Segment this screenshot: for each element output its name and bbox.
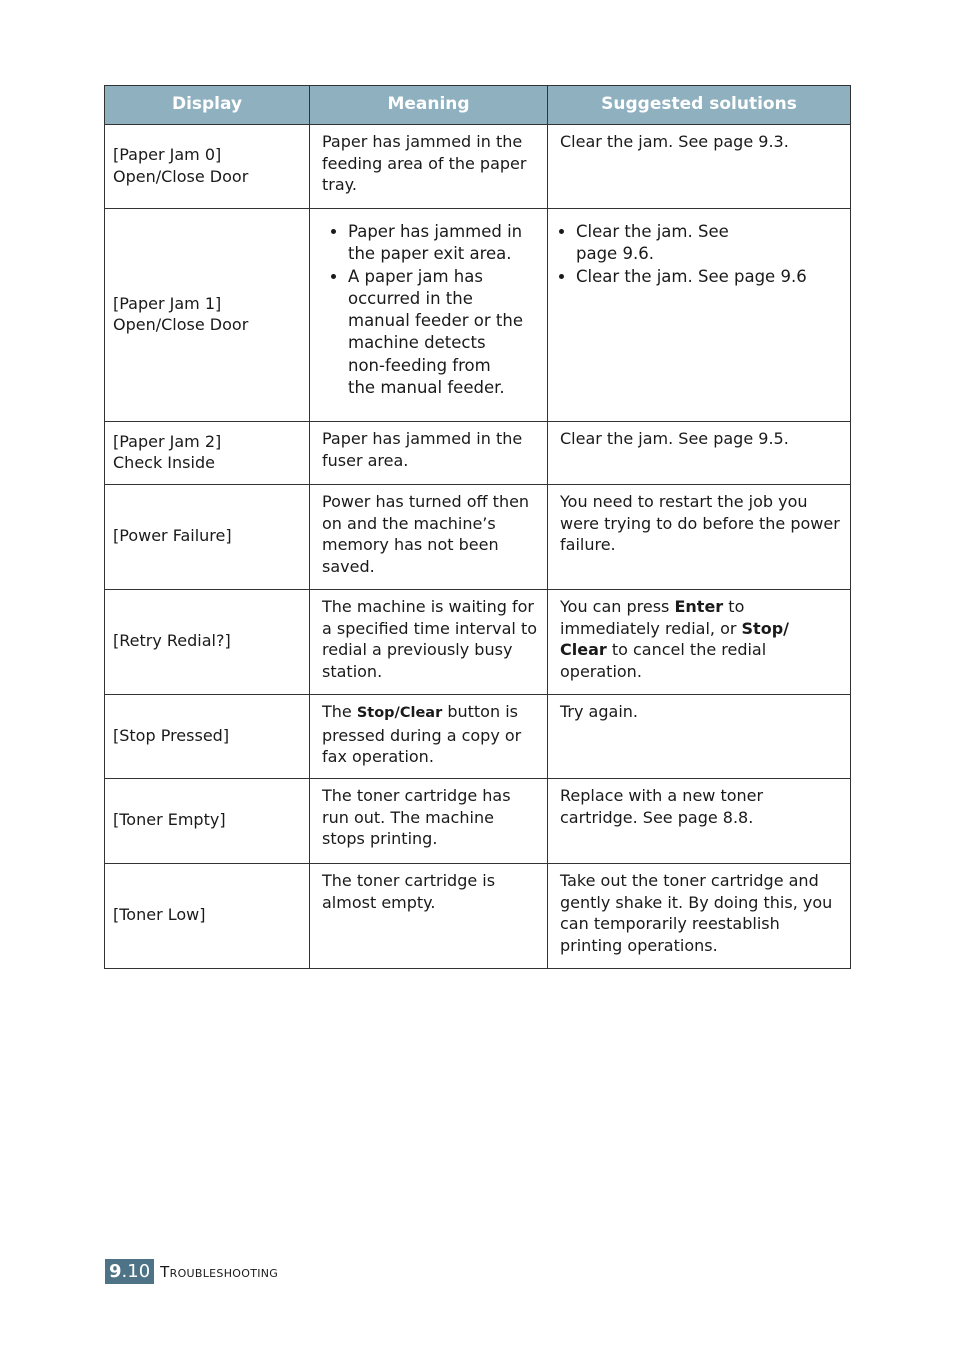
solution-text: • Clear the jam. See page 9.6 [576,266,807,286]
meaning-text: fax operation. [322,747,434,766]
table-row [105,422,851,485]
meaning-text: Paper has jammed in the [322,132,523,151]
solution-text: were trying to do before the power [560,513,840,533]
meaning-text: saved. [322,556,375,576]
meaning-text: tray. [322,175,357,194]
solution-cell [548,422,851,485]
enter-key-label: Enter [674,597,724,616]
solution-line [560,639,842,661]
display-text: [Paper Jam 2] [113,431,222,451]
display-cell [105,779,310,864]
display-cell [105,695,310,779]
meaning-text: The machine is waiting for [322,597,534,616]
solution-text: cartridge. See page 8.8. [560,807,754,827]
meaning-cell [310,125,548,209]
meaning-text: non-feeding from [348,355,491,375]
meaning-text: The toner cartridge has [322,786,511,805]
meaning-text: a specified time interval to [322,618,538,638]
table-row [105,864,851,969]
solution-text: immediately redial, or [560,618,742,638]
meaning-text: machine detects [348,333,486,353]
display-cell [105,864,310,969]
meaning-text: memory has not been [322,535,499,554]
solution-text: to [723,597,745,616]
solution-text: Replace with a new toner [560,786,764,805]
solution-text: printing operations. [560,935,718,955]
solution-cell [548,695,851,779]
meaning-text: Paper has jammed in the [322,429,523,448]
solution-cell [548,590,851,695]
meaning-cell [310,590,548,695]
solution-text: gently shake it. By doing this, you [560,892,833,912]
meaning-text: Power has turned off then [322,492,530,511]
table-row [105,695,851,779]
meaning-cell [310,209,548,422]
error-message-table [104,85,851,969]
solution-text: Clear the jam. See page 9.5. [560,429,789,448]
page-number-badge [105,1259,154,1284]
meaning-text: run out. The machine [322,807,494,827]
display-cell [105,590,310,695]
solution-cell [548,209,851,422]
bullet-item [576,266,842,288]
page-footer [105,1259,278,1284]
meaning-text: stops printing. [322,829,438,848]
chapter-number: 9 [109,1261,122,1282]
display-cell [105,422,310,485]
meaning-text: • Paper has jammed in [348,222,523,241]
clear-key-label: Clear [560,640,607,659]
bullet-item [576,221,842,266]
meaning-cell [310,779,548,864]
meaning-cell [310,695,548,779]
solution-text: operation. [560,661,642,681]
display-text: [Stop Pressed] [113,725,230,745]
solution-text: failure. [560,535,616,554]
stop-key-label: Stop/ [741,618,789,638]
meaning-text: redial a previously busy [322,640,513,659]
page-number: .10 [121,1261,151,1282]
table-row [105,209,851,422]
table-header-row [105,86,851,125]
column-header-display: Display [105,86,310,125]
section-title: troubleshooting [160,1262,279,1281]
table-row [105,590,851,695]
display-text: [Paper Jam 1] [113,293,222,313]
display-text: [Paper Jam 0] [113,145,222,164]
solution-cell [548,485,851,590]
display-text: [Retry Redial?] [113,631,231,651]
table-row [105,125,851,209]
display-cell [105,209,310,422]
display-cell [105,485,310,590]
meaning-text: feeding area of the paper [322,153,527,173]
column-header-meaning: Meaning [310,86,548,125]
meaning-cell [310,485,548,590]
meaning-text: the manual feeder. [348,378,505,398]
bullet-item [348,221,539,266]
meaning-text: fuser area. [322,450,409,470]
bullet-item [348,266,539,400]
meaning-text: occurred in the [348,288,473,308]
meaning-text: station. [322,661,383,681]
meaning-cell [310,864,548,969]
display-cell [105,125,310,209]
meaning-text: button is [442,702,518,721]
meaning-cell [310,422,548,485]
display-text: Check Inside [113,453,215,472]
meaning-text: manual feeder or the [348,311,524,331]
meaning-text: on and the machine’s [322,513,496,533]
solution-text: • Clear the jam. See [576,222,729,241]
meaning-text: pressed during a copy or [322,725,522,745]
display-text: [Power Failure] [113,526,232,546]
meaning-text: • A paper jam has [348,266,483,286]
solution-cell [548,779,851,864]
solution-text: page 9.6. [576,244,654,264]
solution-line [560,596,842,618]
table-row [105,779,851,864]
meaning-text: the paper exit area. [348,244,512,264]
display-text: Open/Close Door [113,315,249,334]
display-text: Open/Close Door [113,166,249,186]
solution-cell [548,125,851,209]
display-text: [Toner Empty] [113,810,226,830]
display-text: [Toner Low] [113,905,206,925]
solution-text: You need to restart the job you [560,492,808,511]
solution-text: can temporarily reestablish [560,914,780,933]
stop-clear-key-label: Stop/Clear [356,705,443,721]
meaning-text: almost empty. [322,892,436,912]
solution-text: to cancel the redial [606,640,767,659]
solution-text: Take out the toner cartridge and [560,871,819,890]
solution-text: You can press [560,597,675,616]
solution-text: Clear the jam. See page 9.3. [560,132,789,151]
solution-line [560,618,842,640]
solution-cell [548,864,851,969]
column-header-suggested-solutions: Suggested solutions [548,86,851,125]
table-row [105,485,851,590]
meaning-line [322,701,539,725]
solution-text: Try again. [560,702,638,721]
meaning-text: The toner cartridge is [322,871,496,890]
meaning-text: The [322,702,357,721]
